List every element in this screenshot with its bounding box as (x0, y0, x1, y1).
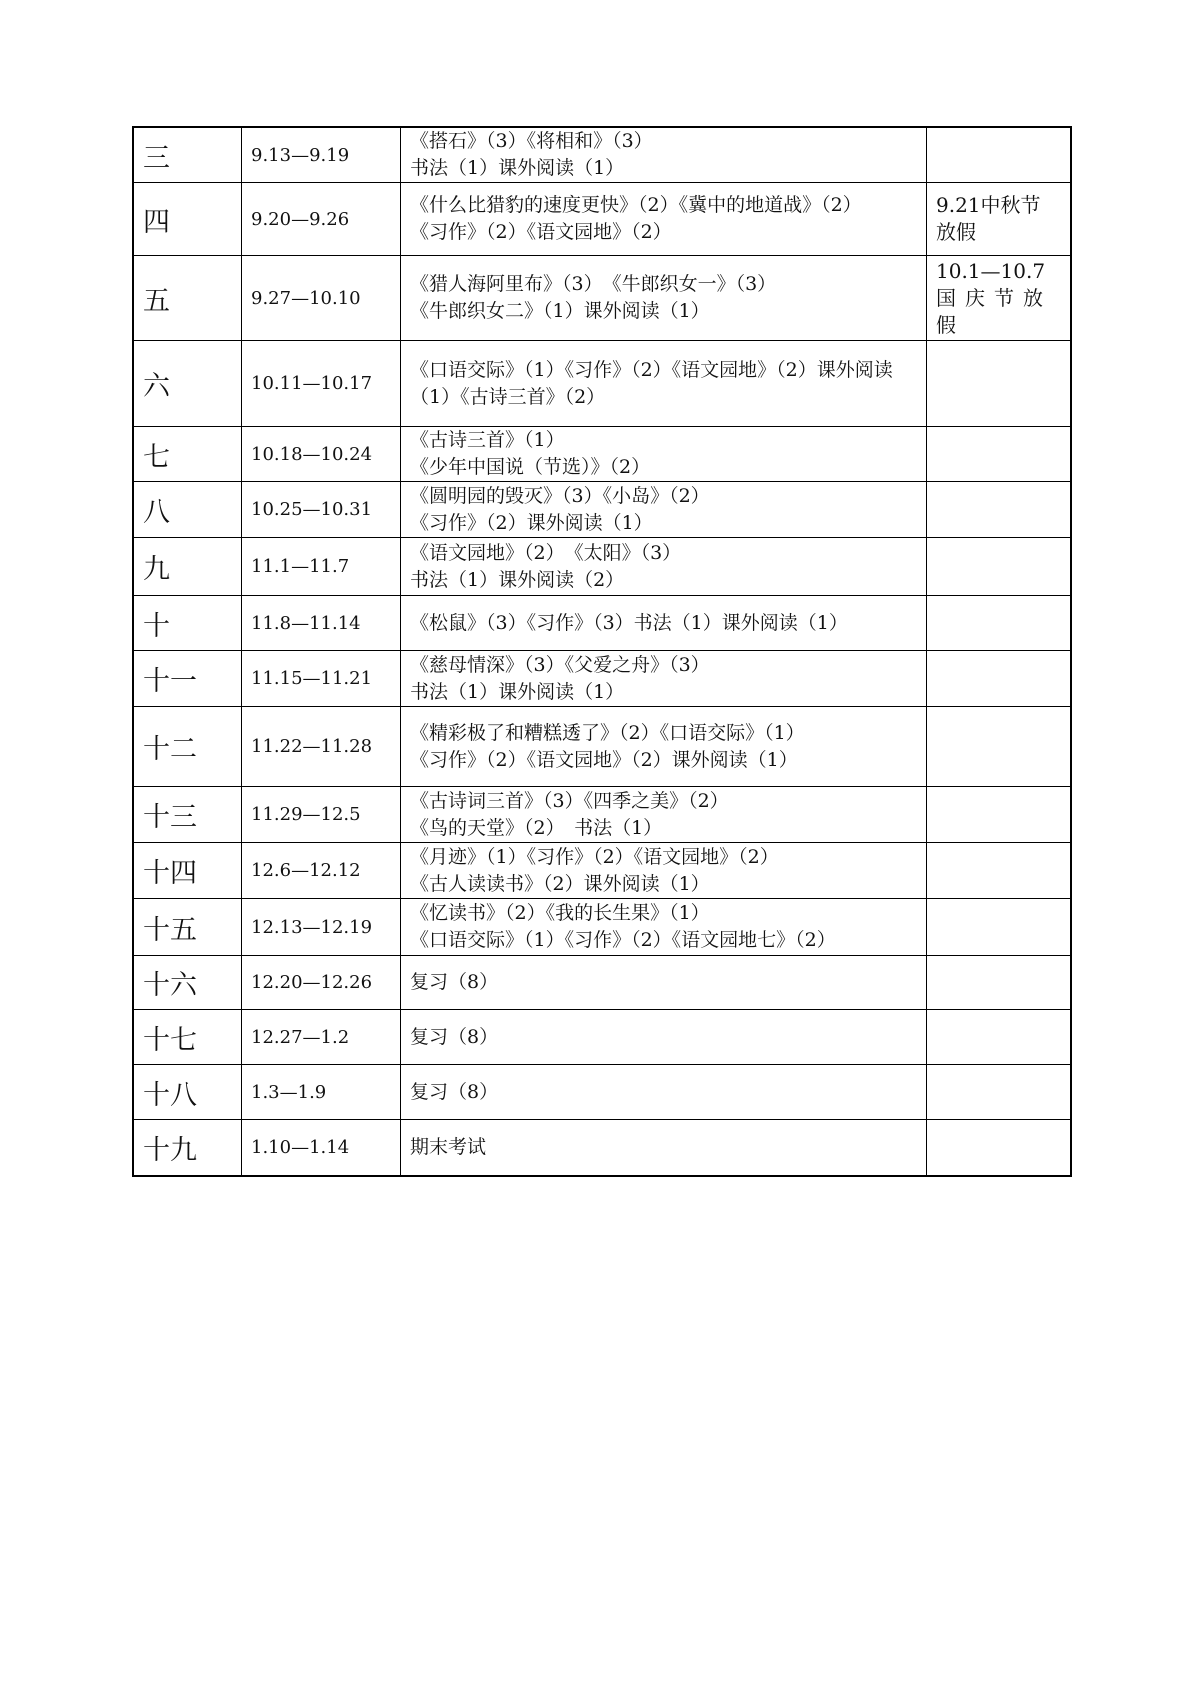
date-range-cell: 12.6—12.12 (242, 843, 401, 899)
note-cell (927, 787, 1072, 843)
schedule-row (133, 256, 1071, 341)
date-range-cell: 11.1—11.7 (242, 538, 401, 596)
date-range-cell: 11.15—11.21 (242, 651, 401, 707)
note-line: 9.21中秋节 (936, 193, 1041, 217)
lesson-content-cell (401, 956, 927, 1010)
schedule-row (133, 427, 1071, 482)
week-number-cell: 六 (133, 341, 242, 427)
date-range-cell: 11.22—11.28 (242, 707, 401, 787)
week-number-cell: 十七 (133, 1010, 242, 1065)
date-range-cell: 11.8—11.14 (242, 596, 401, 651)
lesson-content-line: 《慈母情深》（3）《父爱之舟》（3） (410, 653, 710, 676)
schedule-row (133, 843, 1071, 899)
lesson-content-cell (401, 787, 927, 843)
schedule-row (133, 127, 1071, 183)
date-range-cell: 9.13—9.19 (242, 127, 401, 183)
week-number-cell: 十九 (133, 1120, 242, 1176)
note-cell (927, 707, 1072, 787)
note-cell (927, 427, 1072, 482)
lesson-content-cell (401, 341, 927, 427)
lesson-content-cell (401, 183, 927, 256)
date-range-cell: 9.27—10.10 (242, 256, 401, 341)
lesson-content-cell (401, 1120, 927, 1176)
note-cell (927, 482, 1072, 538)
note-cell (927, 1065, 1072, 1120)
schedule-row (133, 956, 1071, 1010)
note-line: 假 (936, 312, 956, 337)
week-number-cell: 三 (133, 127, 242, 183)
note-cell (927, 651, 1072, 707)
note-cell (927, 256, 1072, 341)
lesson-content-line: 《月迹》（1）《习作》（2）《语文园地》（2） (410, 845, 779, 868)
lesson-content-line: 《忆读书》（2）《我的长生果》（1） (410, 902, 710, 924)
lesson-content-cell (401, 596, 927, 651)
lesson-content-cell (401, 482, 927, 538)
week-number-cell: 十三 (133, 787, 242, 843)
schedule-row (133, 538, 1071, 596)
lesson-content-line: 《松鼠》（3）《习作》（3）书法（1）课外阅读（1） (410, 611, 848, 634)
note-cell (927, 183, 1072, 256)
note-cell (927, 956, 1072, 1010)
date-range-cell: 10.18—10.24 (242, 427, 401, 482)
schedule-body (133, 127, 1071, 1176)
week-number-cell: 十六 (133, 956, 242, 1010)
schedule-row (133, 596, 1071, 651)
schedule-row (133, 899, 1071, 956)
note-line: 10.1—10.7 (936, 258, 1046, 283)
lesson-content-line: 《精彩极了和糟糕透了》（2）《口语交际》（1） (410, 721, 805, 744)
lesson-content-cell (401, 538, 927, 596)
note-cell (927, 1120, 1072, 1176)
date-range-cell: 12.27—1.2 (242, 1010, 401, 1065)
lesson-content-line: 《少年中国说（节选）》（2） (410, 456, 651, 478)
lesson-content-line: 复习（8） (410, 1080, 499, 1103)
lesson-content-line: 《搭石》（3）《将相和》（3） (410, 130, 653, 152)
lesson-content-line: 书法（1）课外阅读（1） (410, 680, 625, 703)
date-range-cell: 1.3—1.9 (242, 1065, 401, 1120)
date-range-cell: 12.13—12.19 (242, 899, 401, 956)
teaching-schedule-table (132, 126, 1072, 1177)
lesson-content-line: 书法（1）课外阅读（2） (410, 568, 625, 591)
date-range-cell: 1.10—1.14 (242, 1120, 401, 1176)
date-range-cell: 9.20—9.26 (242, 183, 401, 256)
lesson-content-cell (401, 427, 927, 482)
lesson-content-line: 《习作》（2）课外阅读（1） (410, 511, 653, 534)
date-range-cell: 11.29—12.5 (242, 787, 401, 843)
lesson-content-cell (401, 127, 927, 183)
week-number-cell: 五 (133, 256, 242, 341)
schedule-row (133, 707, 1071, 787)
lesson-content-line: 《语文园地》（2） 《太阳》（3） (410, 541, 682, 564)
note-cell (927, 596, 1072, 651)
lesson-content-line: 《习作》（2）《语文园地》（2） (410, 221, 672, 243)
schedule-row (133, 183, 1071, 256)
note-cell (927, 899, 1072, 956)
note-cell (927, 538, 1072, 596)
lesson-content-line: 《猎人海阿里布》（3） 《牛郎织女一》（3） (410, 273, 777, 295)
week-number-cell: 八 (133, 482, 242, 538)
week-number-cell: 十四 (133, 843, 242, 899)
date-range-cell: 12.20—12.26 (242, 956, 401, 1010)
schedule-row (133, 1065, 1071, 1120)
note-line: 放假 (936, 220, 976, 244)
lesson-content-cell (401, 651, 927, 707)
week-number-cell: 十五 (133, 899, 242, 956)
week-number-cell: 九 (133, 538, 242, 596)
note-line: 国庆节放 (936, 285, 1052, 310)
week-number-cell: 十一 (133, 651, 242, 707)
lesson-content-line: 书法（1）课外阅读（1） (410, 157, 625, 179)
week-number-cell: 十二 (133, 707, 242, 787)
lesson-content-line: 《古诗三首》（1） (410, 429, 565, 451)
lesson-content-cell (401, 1065, 927, 1120)
lesson-content-line: 《什么比猎豹的速度更快》（2）《冀中的地道战》（2） (410, 194, 862, 216)
lesson-content-cell (401, 899, 927, 956)
lesson-content-line: 复习（8） (410, 971, 499, 993)
lesson-content-cell (401, 1010, 927, 1065)
lesson-content-line: 《古诗词三首》（3）《四季之美》（2） (410, 789, 729, 812)
lesson-content-line: 《牛郎织女二》（1）课外阅读（1） (410, 300, 710, 322)
note-cell (927, 843, 1072, 899)
date-range-cell: 10.11—10.17 (242, 341, 401, 427)
schedule-row (133, 1120, 1071, 1176)
schedule-row (133, 482, 1071, 538)
schedule-row (133, 341, 1071, 427)
schedule-row (133, 787, 1071, 843)
lesson-content-line: 《古人读读书》（2）课外阅读（1） (410, 872, 710, 895)
lesson-content-line: 《口语交际》（1）《习作》（2）《语文园地》（2）课外阅读（1）《古诗三首》（2） (410, 358, 893, 408)
lesson-content-cell (401, 256, 927, 341)
lesson-content-line: 《口语交际》（1）《习作》（2）《语文园地七》（2） (410, 929, 836, 951)
date-range-cell: 10.25—10.31 (242, 482, 401, 538)
lesson-content-line: 复习（8） (410, 1025, 499, 1048)
lesson-content-line: 《习作》（2）《语文园地》（2）课外阅读（1） (410, 748, 798, 771)
note-cell (927, 127, 1072, 183)
note-cell (927, 341, 1072, 427)
schedule-row (133, 651, 1071, 707)
week-number-cell: 十 (133, 596, 242, 651)
lesson-content-cell (401, 707, 927, 787)
schedule-row (133, 1010, 1071, 1065)
week-number-cell: 七 (133, 427, 242, 482)
lesson-content-line: 《鸟的天堂》（2） 书法（1） (410, 816, 663, 839)
lesson-content-cell (401, 843, 927, 899)
week-number-cell: 十八 (133, 1065, 242, 1120)
lesson-content-line: 期末考试 (410, 1135, 487, 1158)
lesson-content-line: 《圆明园的毁灭》（3）《小岛》（2） (410, 484, 710, 507)
note-cell (927, 1010, 1072, 1065)
week-number-cell: 四 (133, 183, 242, 256)
